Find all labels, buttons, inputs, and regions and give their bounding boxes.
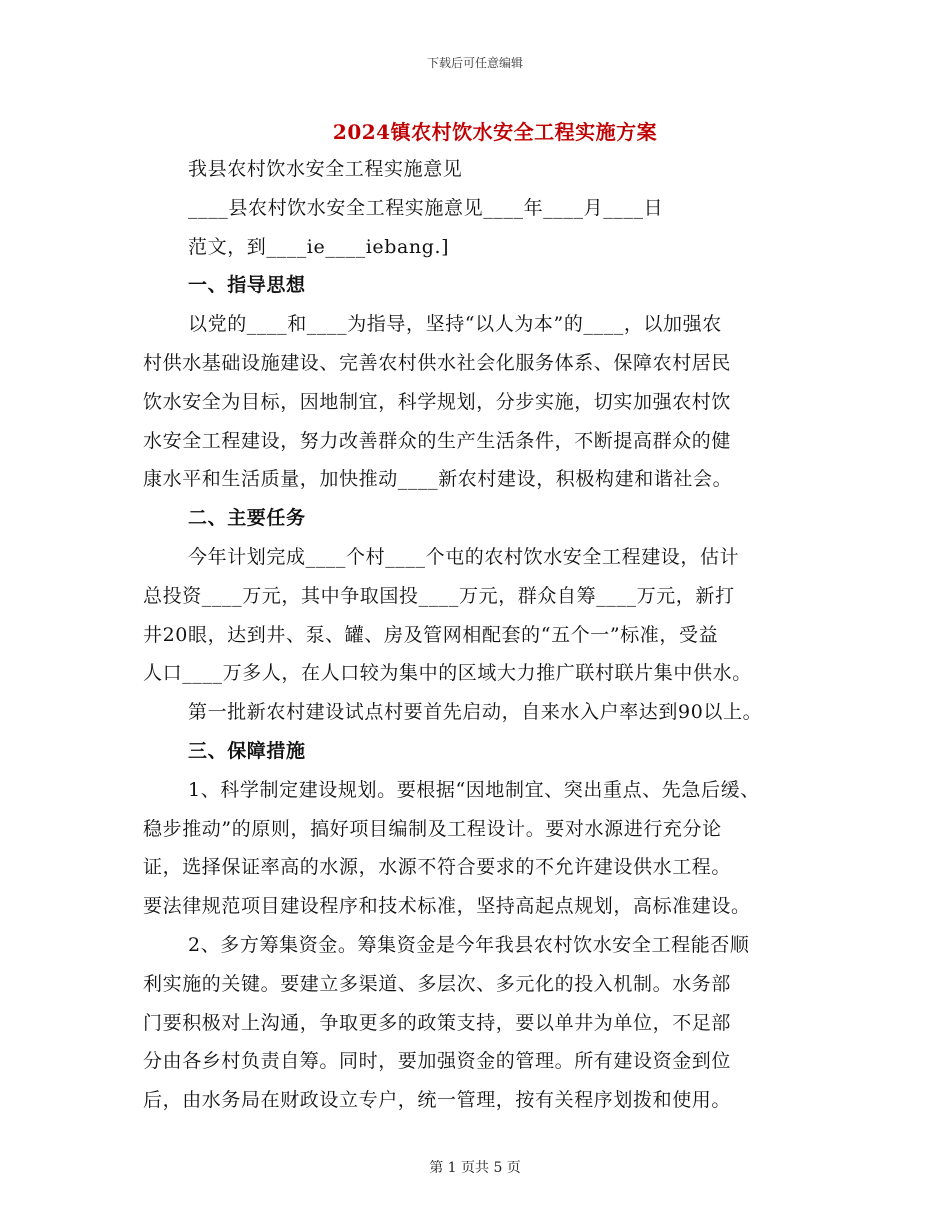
section-heading: 三、保障措施: [188, 739, 306, 762]
paragraph-line: 证，选择保证率高的水源，水源不符合要求的不允许建设供水工程。: [143, 856, 732, 879]
paragraph-line: 康水平和生活质量，加快推动____新农村建设，积极构建和谐社会。: [143, 468, 733, 491]
paragraph-line: 门要积极对上沟通，争取更多的政策支持，要以单井为单位，不足部: [143, 1011, 732, 1034]
paragraph-line: 分由各乡村负责自筹。同时，要加强资金的管理。所有建设资金到位: [143, 1050, 732, 1073]
paragraph-line: 利实施的关键。要建立多渠道、多层次、多元化的投入机制。水务部: [143, 972, 732, 995]
page-number: 第 1 页共 5 页: [429, 1160, 521, 1176]
paragraph-line: 井20眼，达到井、泵、罐、房及管网相配套的“五个一”标准，受益: [143, 623, 719, 646]
paragraph-line: 1、科学制定建设规划。要根据“因地制宜、突出重点、先急后缓、: [188, 778, 760, 801]
paragraph-line: 范文，到____ie____iebang.]: [188, 235, 450, 258]
section-heading: 一、指导思想: [188, 274, 306, 297]
paragraph-line: 水安全工程建设，努力改善群众的生产生活条件，不断提高群众的健: [143, 429, 732, 452]
paragraph-line: 总投资____万元，其中争取国投____万元，群众自筹____万元，新打: [143, 584, 735, 607]
paragraph-line: 稳步推动”的原则，搞好项目编制及工程设计。要对水源进行充分论: [143, 817, 722, 840]
paragraph-line: 今年计划完成____个村____个屯的农村饮水安全工程建设，估计: [188, 545, 740, 568]
paragraph-line: 饮水安全为目标，因地制宜，科学规划，分步实施，切实加强农村饮: [143, 390, 732, 413]
paragraph-line: 后，由水务局在财政设立专户，统一管理，按有关程序划拨和使用。: [143, 1089, 732, 1112]
paragraph-line: 人口____万多人，在人口较为集中的区域大力推广联村联片集中供水。: [143, 662, 752, 685]
paragraph-line: ____县农村饮水安全工程实施意见____年____月____日: [188, 196, 664, 219]
document-title: 2024镇农村饮水安全工程实施方案: [332, 120, 658, 144]
paragraph-line: 第一批新农村建设试点村要首先启动，自来水入户率达到90以上。: [188, 701, 763, 724]
paragraph-line: 以党的____和____为指导，坚持“以人为本”的____，以加强农: [188, 313, 722, 336]
paragraph-line: 村供水基础设施建设、完善农村供水社会化服务体系、保障农村居民: [143, 351, 732, 374]
section-heading: 二、主要任务: [188, 507, 306, 530]
paragraph-line: 我县农村饮水安全工程实施意见: [188, 158, 463, 180]
paragraph-line: 2、多方筹集资金。筹集资金是今年我县农村饮水安全工程能否顺: [188, 933, 750, 956]
paragraph-line: 要法律规范项目建设程序和技术标准，坚持高起点规划，高标准建设。: [143, 895, 751, 918]
header-note: 下载后可任意编辑: [426, 56, 523, 70]
document-body: [143, 150, 833, 1120]
